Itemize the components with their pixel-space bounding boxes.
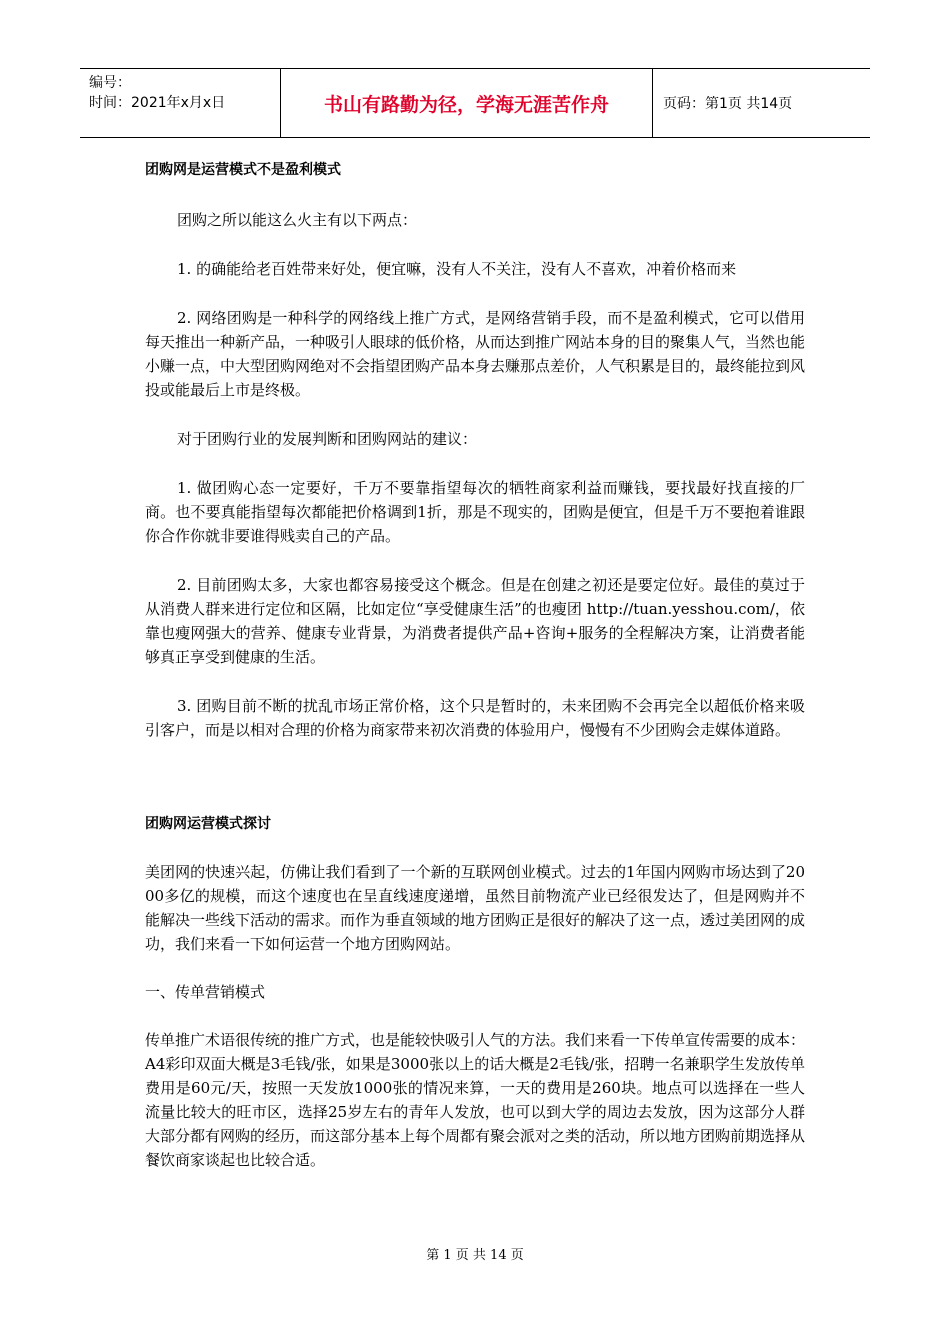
- page-footer: [0, 1244, 950, 1263]
- section2-title: 团购网运营模式探讨: [145, 816, 271, 832]
- motto: 书山有路勤为径，学海无涯苦作舟: [323, 93, 609, 116]
- section1-paragraph-1: 团购之所以能这么火主有以下两点：: [177, 211, 418, 229]
- section1-paragraph-6: 2. 目前团购太多，大家也都容易接受这个概念。但是在创建之初还是要定位好。最佳的莫过于从消费人群来进行定位和区隔，比如定位“享受健康生活”的也瘦团 http://tuan.yesshou.com/，依靠也瘦网强大的营养、健康专业背景，为消费者提供产品+咨询+服务的全程解决方案，让消费者能够真正享受到健康的生活。: [145, 576, 805, 666]
- section1-title: 团购网是运营模式不是盈利模式: [145, 162, 341, 178]
- footer-page-number: 第 1 页 共 14 页: [426, 1248, 524, 1263]
- page-header: [80, 68, 870, 138]
- header-page-info: [653, 69, 870, 137]
- time-label: 时间：2021年x月x日: [89, 95, 226, 111]
- section1-paragraph-3: 2. 网络团购是一种科学的网络线上推广方式，是网络营销手段，而不是盈利模式，它可以借用每天推出一种新产品，一种吸引人眼球的低价格，从而达到推广网站本身的目的聚集人气，当然也能小赚一点，中大型团购网绝对不会指望团购产品本身去赚那点差价，人气积累是目的，最终能拉到风投或能最后上市是终极。: [145, 309, 806, 399]
- page-info: 页码：第1页 共14页: [663, 96, 793, 112]
- section1-paragraph-2: 1. 的确能给老百姓带来好处，便宜嘛，没有人不关注，没有人不喜欢，冲着价格而来: [177, 260, 737, 278]
- header-motto-cell: [281, 69, 653, 137]
- section2-paragraph-2: 传单推广术语很传统的推广方式，也是能较快吸引人气的方法。我们来看一下传单宣传需要的成本：A4彩印双面大概是3毛钱/张，如果是3000张以上的话大概是2毛钱/张，招聘一名兼职学生发放传单费用是60元/天，按照一天发放1000张的情况来算，一天的费用是260块。地点可以选择在一些人流量比较大的旺市区，选择25岁左右的青年人发放，也可以到大学的周边去发放，因为这部分人群大部分都有网购的经历，而这部分基本上每个周都有聚会派对之类的活动，所以地方团购前期选择从餐饮商家谈起也比较合适。: [145, 1031, 806, 1169]
- section1-paragraph-7: 3. 团购目前不断的扰乱市场正常价格，这个只是暂时的，未来团购不会再完全以超低价格来吸引客户，而是以相对合理的价格为商家带来初次消费的体验用户，慢慢有不少团购会走媒体道路。: [145, 697, 805, 739]
- section2-paragraph-1: 美团网的快速兴起，仿佛让我们看到了一个新的互联网创业模式。过去的1年国内网购市场达到了2000多亿的规模，而这个速度也在呈直线速度递增，虽然目前物流产业已经很发达了，但是网购并不能解决一些线下活动的需求。而作为垂直领域的地方团购正是很好的解决了这一点，透过美团网的成功，我们来看一下如何运营一个地方团购网站。: [145, 863, 806, 953]
- number-label: 编号：: [89, 75, 131, 91]
- header-meta: [80, 69, 281, 137]
- section2-subheading: 一、传单营销模式: [145, 983, 266, 1001]
- document-body: [145, 158, 805, 1172]
- section1-paragraph-5: 1. 做团购心态一定要好，千万不要靠指望每次的牺牲商家利益而赚钱，要找最好找直接的厂商。也不要真能指望每次都能把价格调到1折，那是不现实的，团购是便宜，但是千万不要抱着谁跟你合作你就非要谁得贱卖自己的产品。: [145, 479, 805, 545]
- section1-paragraph-4: 对于团购行业的发展判断和团购网站的建议：: [177, 430, 478, 448]
